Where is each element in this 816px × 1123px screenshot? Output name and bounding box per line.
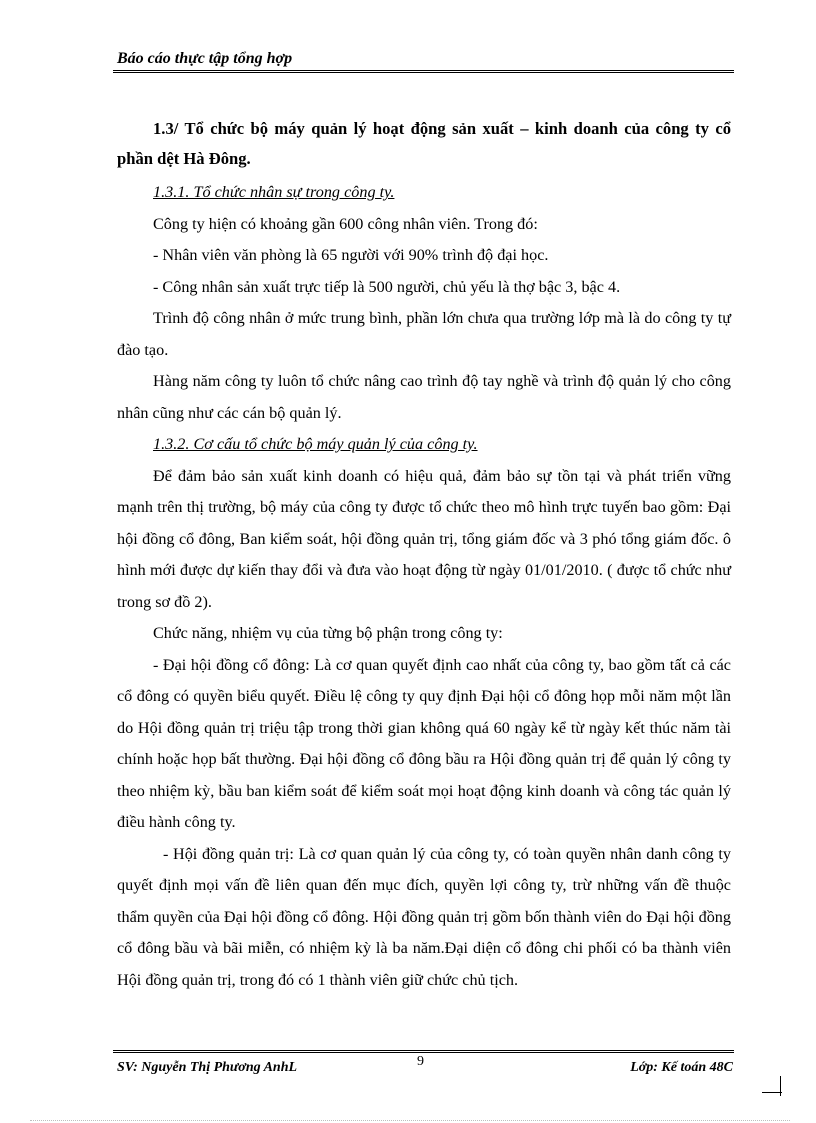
paragraph-organization-model: Để đảm bảo sản xuất kinh doanh có hiệu quả, đảm bảo sự tồn tại và phát triển vững mạnh trên thị trường, bộ máy của công ty được tổ chức theo mô hình trực tuyến bao gồm: Đại hội đồng cổ đông, Ban kiểm soát, hội đồng quản trị, tổng giám đốc và 3 phó tổng giám đốc. ô hình mới được dự kiến thay đổi và đưa vào hoạt động từ ngày 01/01/2010. ( được tổ chức như trong sơ đồ 2). xyxy=(117,466,731,611)
footer-divider xyxy=(113,1050,734,1053)
crop-mark-horizontal xyxy=(762,1092,782,1093)
footer-class: Lớp: Kế toán 48C xyxy=(630,1060,733,1075)
crop-mark-vertical xyxy=(780,1076,781,1096)
paragraph-staff-total: Công ty hiện có khoảng gần 600 công nhân viên. Trong đó: xyxy=(153,214,538,233)
paragraph-production-workers: - Công nhân sản xuất trực tiếp là 500 người, chủ yếu là thợ bậc 3, bậc 4. xyxy=(153,277,621,296)
paragraph-annual-training: Hàng năm công ty luôn tổ chức nâng cao trình độ tay nghề và trình độ quản lý cho công nhân cũng như các cán bộ quản lý. xyxy=(117,372,731,422)
subsection-heading-1-3-2: 1.3.2. Cơ cấu tổ chức bộ máy quản lý của công ty. xyxy=(153,435,478,453)
paragraph-board-of-directors: - Hội đồng quản trị: Là cơ quan quản lý của công ty, có toàn quyền nhân danh công ty quyết định mọi vấn đề liên quan đến mục đích, quyền lợi công ty, trừ những vấn đề thuộc thẩm quyền của Đại hội đồng cổ đông. Hội đồng quản trị gồm bốn thành viên do Đại hội đồng cổ đông bầu và bãi miễn, có nhiệm kỳ là ba năm.Đại diện cổ đông chi phối có ba thành viên Hội đồng quản trị, trong đó có 1 thành viên giữ chức chủ tịch. xyxy=(117,844,731,989)
section-heading-1-3: 1.3/ Tổ chức bộ máy quản lý hoạt động sản xuất – kinh doanh của công ty cổ phần dệt Hà Đông. xyxy=(117,119,731,168)
page-header-title: Báo cáo thực tập tổng hợp xyxy=(117,50,293,67)
subsection-heading-1-3-1: 1.3.1. Tổ chức nhân sự trong công ty. xyxy=(153,183,395,201)
footer-student-name: SV: Nguyễn Thị Phương AnhL xyxy=(117,1060,298,1075)
paragraph-shareholders-meeting: - Đại hội đồng cổ đông: Là cơ quan quyết định cao nhất của công ty, bao gồm tất cả các cổ đông có quyền biểu quyết. Điều lệ công ty quy định Đại hội cổ đông họp mỗi năm một lần do Hội đồng quản trị triệu tập trong thời gian không quá 60 ngày kể từ ngày kết thúc năm tài chính hoặc họp bất thường. Đại hội đồng cổ đông bầu ra Hội đồng quản trị để quản lý công ty theo nhiệm kỳ, bầu ban kiểm soát để kiểm soát mọi hoạt động kinh doanh và công tác quản lý điều hành công ty. xyxy=(117,655,731,831)
document-body xyxy=(117,114,731,996)
paragraph-functions-intro: Chức năng, nhiệm vụ của từng bộ phận trong công ty: xyxy=(153,624,503,642)
paragraph-office-staff: - Nhân viên văn phòng là 65 người với 90% trình độ đại học. xyxy=(153,246,549,264)
page-bottom-dotted-edge xyxy=(30,1120,790,1121)
page-number: 9 xyxy=(417,1054,424,1069)
header-divider xyxy=(113,70,734,73)
paragraph-worker-skill: Trình độ công nhân ở mức trung bình, phần lớn chưa qua trường lớp mà là do công ty tự đào tạo. xyxy=(117,309,731,359)
